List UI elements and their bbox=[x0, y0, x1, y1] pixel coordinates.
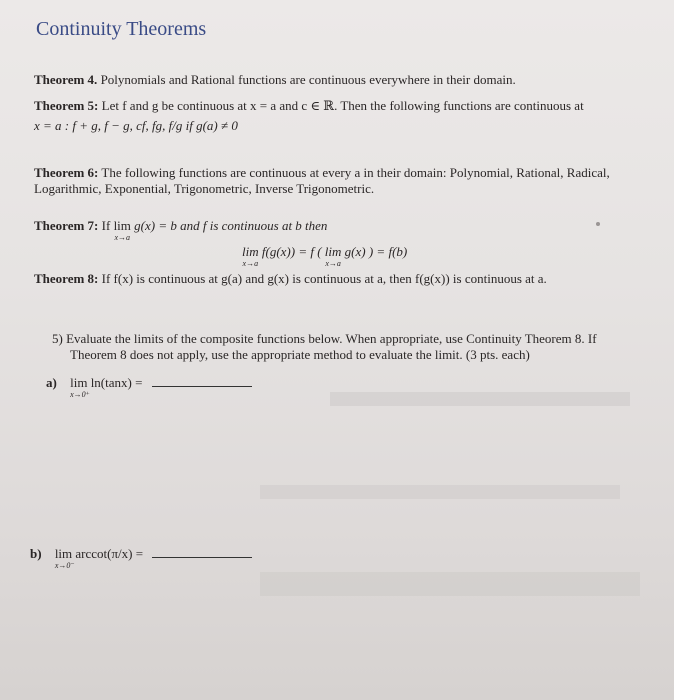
part-b-limit-text: lim bbox=[54, 546, 73, 561]
page-title: Continuity Theorems bbox=[36, 18, 207, 40]
part-a-limit bbox=[70, 375, 90, 399]
part-b-label: b) bbox=[30, 546, 42, 561]
theorem-8-text: If f(x) is continuous at g(a) and g(x) is continuous at a, then f(g(x)) is continuous at a. bbox=[101, 271, 547, 286]
limit-subscript: x→a bbox=[114, 233, 131, 242]
formula-limit-inner-sub: x→a bbox=[325, 259, 341, 268]
theorem-4 bbox=[34, 72, 516, 87]
bleed-through-smudge bbox=[260, 572, 640, 596]
theorem-7 bbox=[34, 218, 328, 242]
theorem-6 bbox=[34, 165, 610, 180]
theorem-7-label: Theorem 7: bbox=[34, 218, 99, 233]
part-b-answer-blank[interactable] bbox=[152, 545, 252, 558]
theorem-6-label: Theorem 6: bbox=[34, 165, 99, 180]
theorem-8-label: Theorem 8: bbox=[34, 271, 99, 286]
theorem-6-line2: Logarithmic, Exponential, Trigonometric, Inverse Trigonometric. bbox=[34, 181, 375, 196]
part-a-answer-blank[interactable] bbox=[152, 374, 252, 387]
formula-left: f(g(x)) = f ( bbox=[261, 244, 322, 259]
limit-operator bbox=[113, 218, 131, 242]
part-b-limit bbox=[54, 546, 75, 570]
part-a bbox=[46, 374, 252, 399]
theorem-4-text: Polynomials and Rational functions are continuous everywhere in their domain. bbox=[100, 72, 516, 87]
problem-5-line1: 5) Evaluate the limits of the composite functions below. When appropriate, use Continuity Theorem 8. If bbox=[52, 331, 597, 346]
bleed-through-smudge bbox=[260, 485, 620, 499]
part-b-limit-sub: x→0⁻ bbox=[54, 561, 75, 570]
formula-limit-outer-text: lim bbox=[242, 244, 259, 259]
part-b bbox=[30, 545, 252, 570]
bleed-through-smudge bbox=[330, 392, 630, 406]
theorem-6-line1: The following functions are continuous at every a in their domain: Polynomial, Rational, Radical, bbox=[101, 165, 610, 180]
part-a-expression: ln(tanx) = bbox=[90, 375, 143, 390]
stray-dot bbox=[596, 222, 600, 226]
part-a-label: a) bbox=[46, 375, 57, 390]
theorem-8 bbox=[34, 271, 547, 286]
theorem-7-if: If bbox=[101, 218, 111, 233]
theorem-7-formula bbox=[242, 244, 408, 268]
formula-limit-outer bbox=[242, 244, 259, 268]
theorem-5-line2: x = a : f + g, f − g, cf, fg, f/g if g(a) ≠ 0 bbox=[34, 118, 238, 133]
part-a-limit-text: lim bbox=[70, 375, 88, 390]
formula-limit-inner-text: lim bbox=[324, 244, 342, 259]
formula-limit-outer-sub: x→a bbox=[242, 259, 259, 268]
limit-text: lim bbox=[113, 218, 131, 233]
formula-right: g(x) ) = f(b) bbox=[344, 244, 408, 259]
problem-5-line2: Theorem 8 does not apply, use the appropriate method to evaluate the limit. (3 pts. each) bbox=[70, 347, 530, 362]
part-a-limit-sub: x→0⁺ bbox=[70, 390, 90, 399]
theorem-5 bbox=[34, 98, 584, 113]
theorem-7-condition: g(x) = b and f is continuous at b then bbox=[134, 218, 328, 233]
formula-limit-inner bbox=[324, 244, 342, 268]
part-b-expression: arccot(π/x) = bbox=[75, 546, 144, 561]
theorem-4-label: Theorem 4. bbox=[34, 72, 98, 87]
theorem-5-line1: Let f and g be continuous at x = a and c ∈ ℝ. Then the following functions are continuous at bbox=[101, 98, 584, 113]
theorem-5-label: Theorem 5: bbox=[34, 98, 99, 113]
